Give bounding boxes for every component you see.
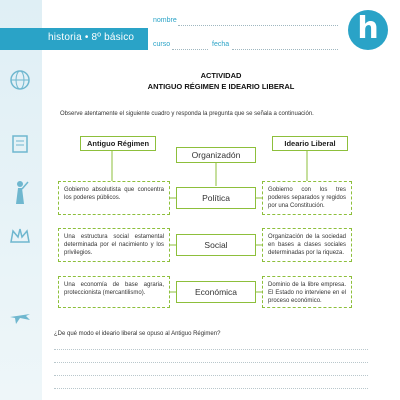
category-social: Social (176, 234, 256, 256)
answer-line[interactable] (54, 388, 368, 389)
category-economica: Económica (176, 281, 256, 303)
fecha-label: fecha (212, 41, 230, 48)
liberal-social-text: Organización de la sociedad en bases a clases sociales determinadas por la riqueza. (262, 228, 352, 262)
activity-subtitle: ANTIGUO RÉGIMEN E IDEARIO LIBERAL (147, 82, 295, 91)
instruction-text: Observe atentamente el siguiente cuadro y responda la pregunta que se señala a continuación. (60, 111, 314, 117)
nombre-label: nombre (153, 17, 177, 24)
question-text: ¿De qué modo el ideario liberal se opuso al Antiguo Régimen? (54, 331, 221, 337)
liberal-politica-text: Gobierno con los tres poderes separados y regidos por una Constitución. (262, 181, 352, 215)
antiguo-politica-text: Gobierno absolutista que concentra los poderes públicos. (58, 181, 170, 215)
ideario-liberal-header: Ideario Liberal (272, 136, 348, 151)
activity-title: ACTIVIDAD (200, 71, 242, 80)
answer-line[interactable] (54, 349, 368, 350)
answer-line[interactable] (54, 375, 368, 376)
answer-line[interactable] (54, 362, 368, 363)
antiguo-economica-text: Una economía de base agraria, proteccionista (mercantilismo). (58, 276, 170, 308)
organizacion-header: Organizadón (176, 147, 256, 163)
antiguo-regimen-header: Antiguo Régimen (80, 136, 156, 151)
curso-label: curso (153, 41, 171, 48)
category-politica: Política (176, 187, 256, 209)
logo: h (348, 10, 388, 50)
antiguo-social-text: Una estructura social estamental determinada por el nacimiento y los privilegios. (58, 228, 170, 262)
subject-grade-label: historia • 8º básico (48, 32, 135, 43)
liberal-economica-text: Dominio de la libre empresa. El Estado no interviene en el proceso económico. (262, 276, 352, 308)
